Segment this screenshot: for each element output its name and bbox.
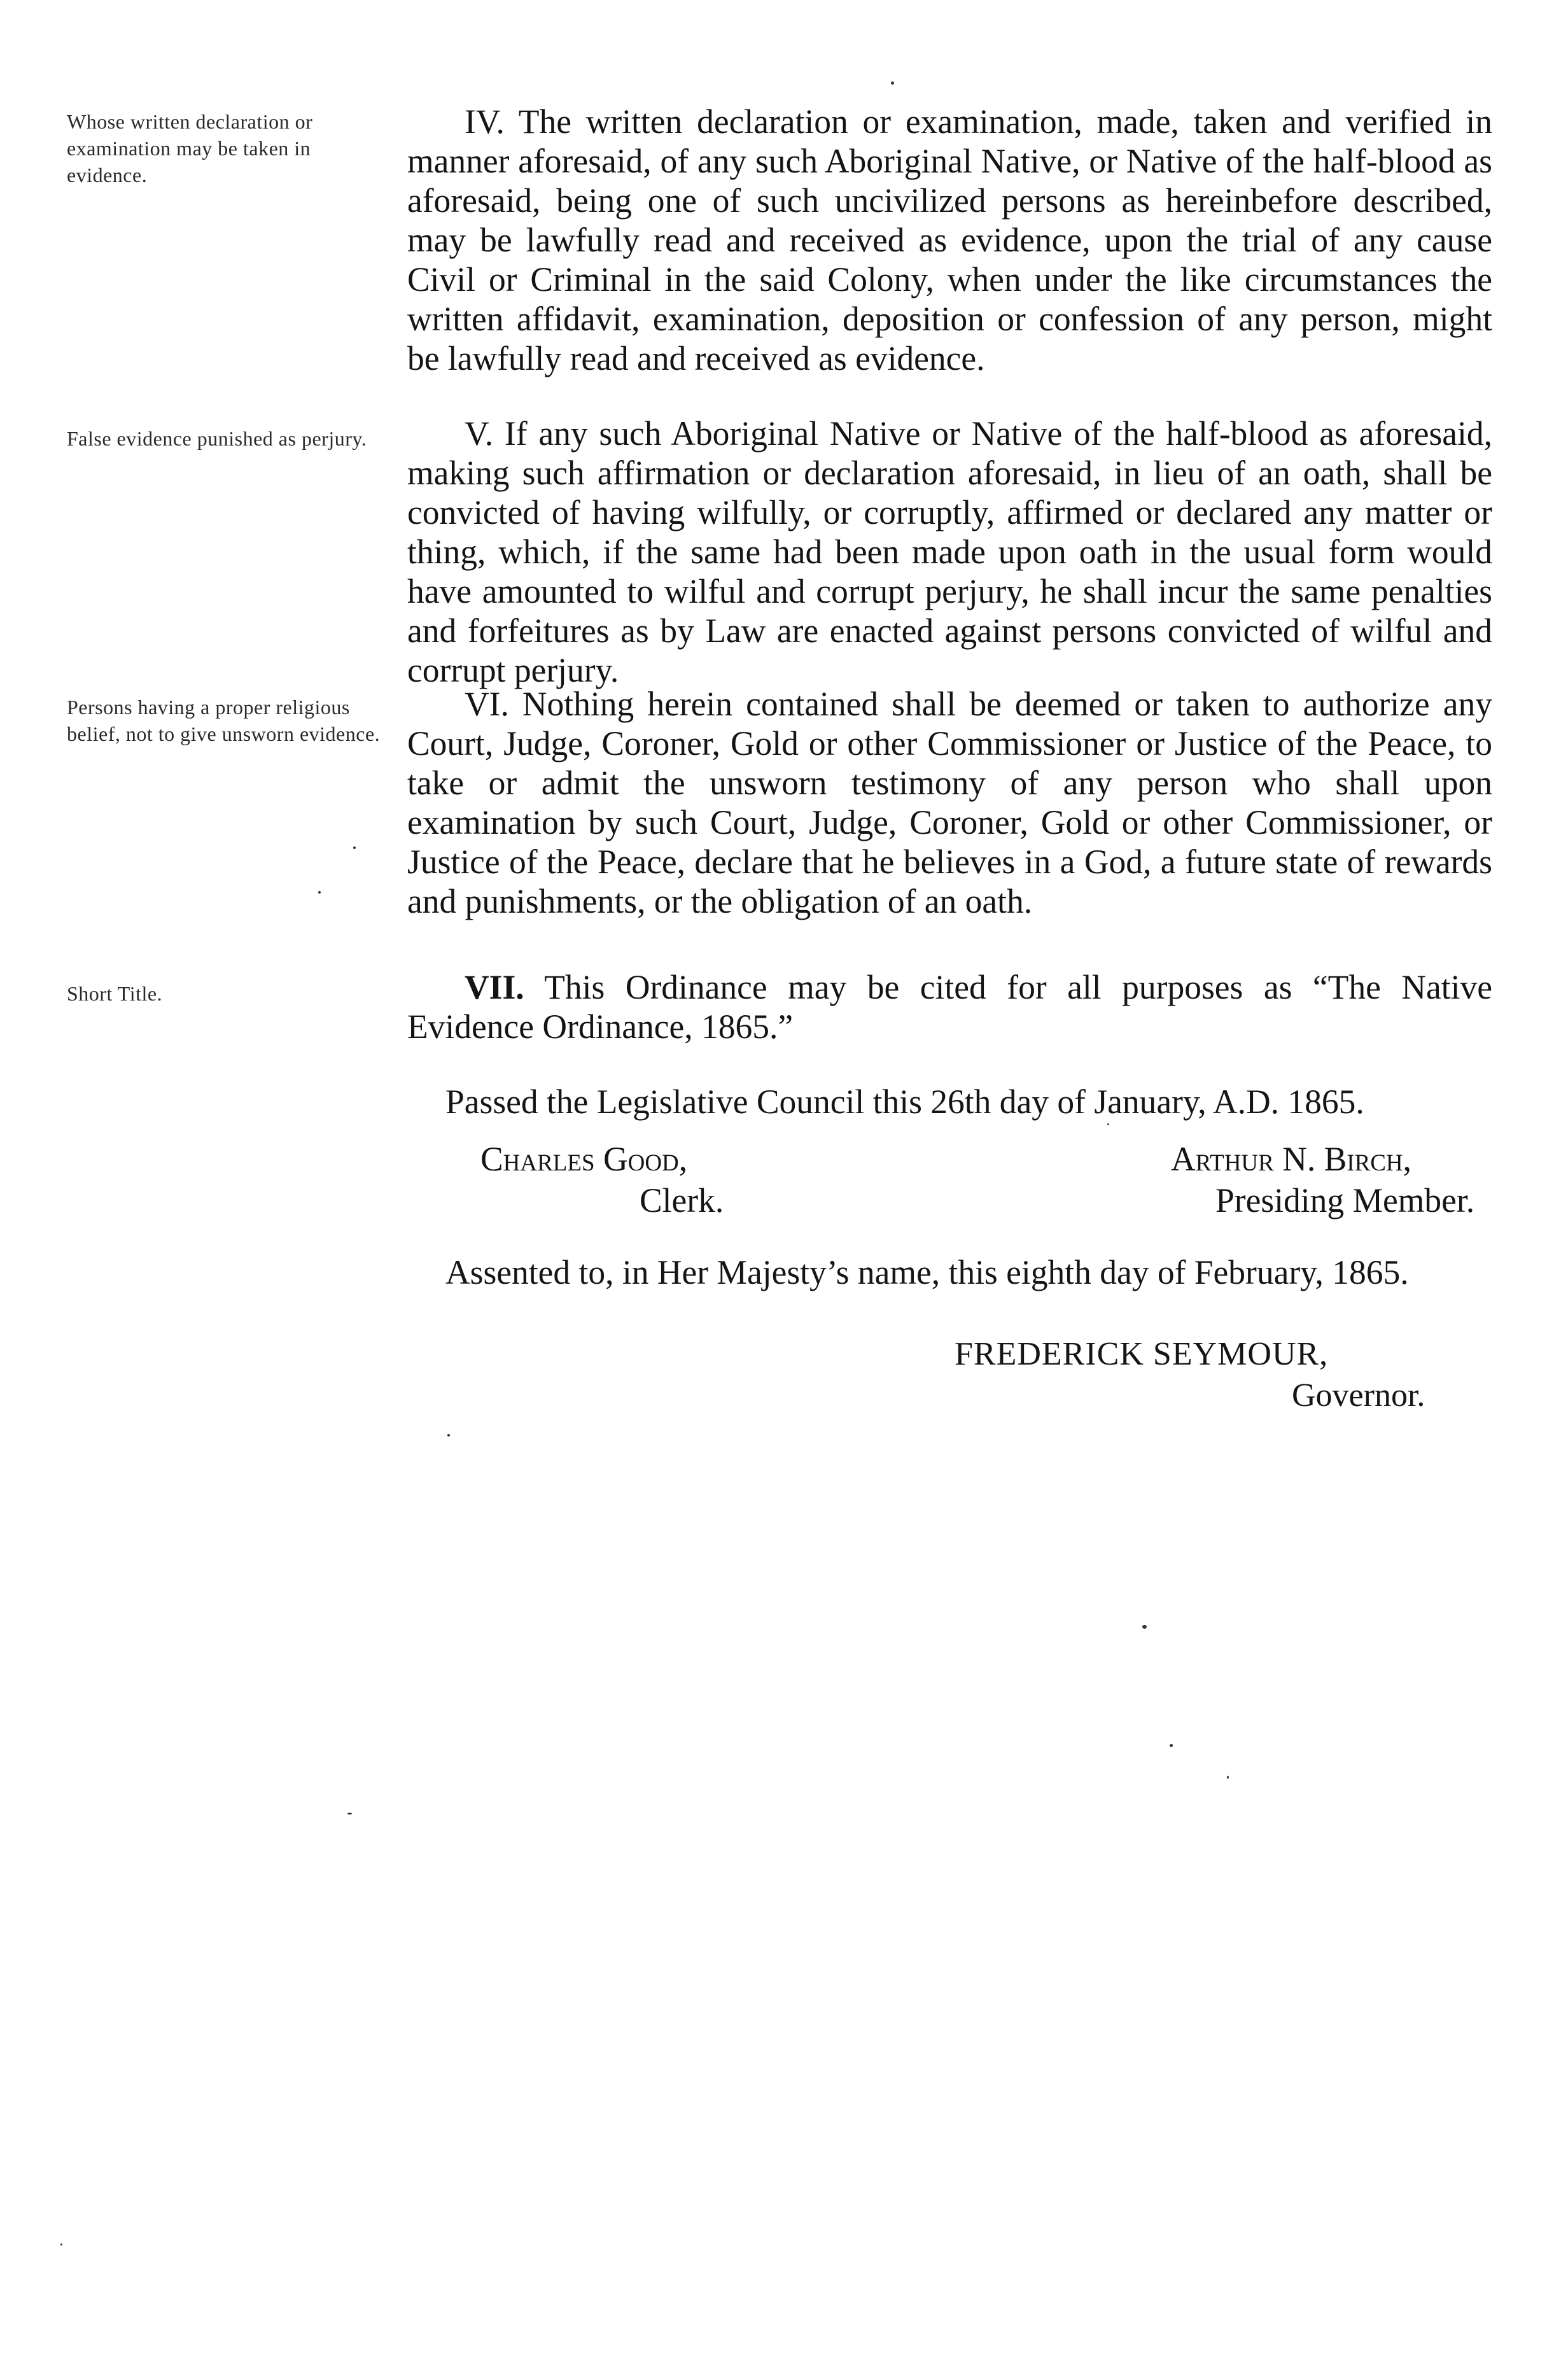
- section-vi-text: Nothing herein contained shall be deemed or taken to authorize any Court, Judge, Coroner, Gold or other Commissioner or Justice of the Peace, to take or admit the unsworn testimony of any person who shall upon examination by such Court, Judge, Coroner, Gold or other Commissioner, or Justice of the Peace, declare that he believes in a God, a future state of rewards and punishments, or the obligation of an oath.: [407, 685, 1492, 920]
- section-vi: [407, 684, 1492, 921]
- scan-speck: [1142, 1625, 1147, 1629]
- section-v: [407, 414, 1492, 690]
- section-vii-text: This Ordinance may be cited for all purposes as “The Native Evidence Ordinance, 1865.”: [407, 968, 1492, 1046]
- scan-speck: [347, 1813, 352, 1815]
- section-vii-number: VII.: [465, 968, 524, 1006]
- scan-speck: [447, 1434, 450, 1436]
- margin-note-section-iv: Whose written declaration or examination may be taken in evidence.: [67, 110, 313, 186]
- section-vii: [407, 967, 1492, 1046]
- passed-statement: Passed the Legislative Council this 26th day of January, A.D. 1865.: [445, 1083, 1364, 1121]
- margin-note-section-vii: Short Title.: [67, 982, 163, 1005]
- margin-note-section-vi: Persons having a proper religious belief, not to give unsworn evidence.: [67, 696, 381, 745]
- section-iv-text: The written declaration or examination, made, taken and verified in manner aforesaid, of any such Aboriginal Native, or Native of the half-blood as aforesaid, being one of such uncivilized persons as hereinbefore described, may be lawfully read and received as evidence, upon the trial of any cause Civil or Criminal in the said Colony, when under the like circumstances the written affidavit, examination, deposition or confession of any person, might be lawfully read and received as evidence.: [407, 102, 1492, 377]
- section-v-number: V.: [465, 414, 494, 453]
- scan-speck: [891, 81, 894, 85]
- scan-speck: [318, 891, 321, 894]
- section-v-text: If any such Aboriginal Native or Native of the half-blood as aforesaid, making such affirmation or declaration aforesaid, in lieu of an oath, shall be convicted of having wilfully, or corruptly, affirmed or declared any matter or thing, which, if the same had been made upon oath in the usual form would have amounted to wilful and corrupt perjury, he shall incur the same penalties and forfeitures as by Law are enacted against persons convicted of wilful and corrupt perjury.: [407, 414, 1492, 689]
- clerk-signature-name: Charles Good,: [480, 1140, 688, 1178]
- presiding-member-signature-name: Arthur N. Birch,: [1171, 1140, 1412, 1178]
- governor-signature-name: FREDERICK SEYMOUR,: [955, 1336, 1329, 1372]
- section-vi-number: VI.: [465, 685, 509, 723]
- assent-statement: Assented to, in Her Majesty’s name, this eighth day of February, 1865.: [445, 1253, 1409, 1291]
- scan-speck: [1227, 1776, 1229, 1779]
- section-iv-number: IV.: [465, 102, 505, 141]
- scan-speck: [60, 2244, 62, 2245]
- scan-speck: [1170, 1744, 1173, 1747]
- section-iv: [407, 102, 1492, 378]
- governor-signature-title: Governor.: [1292, 1377, 1425, 1414]
- margin-note-section-v: False evidence punished as perjury.: [67, 427, 367, 450]
- clerk-signature-title: Clerk.: [640, 1181, 724, 1219]
- scan-speck: [353, 846, 356, 849]
- presiding-member-signature-title: Presiding Member.: [1215, 1181, 1475, 1219]
- scan-speck: [1107, 1123, 1109, 1125]
